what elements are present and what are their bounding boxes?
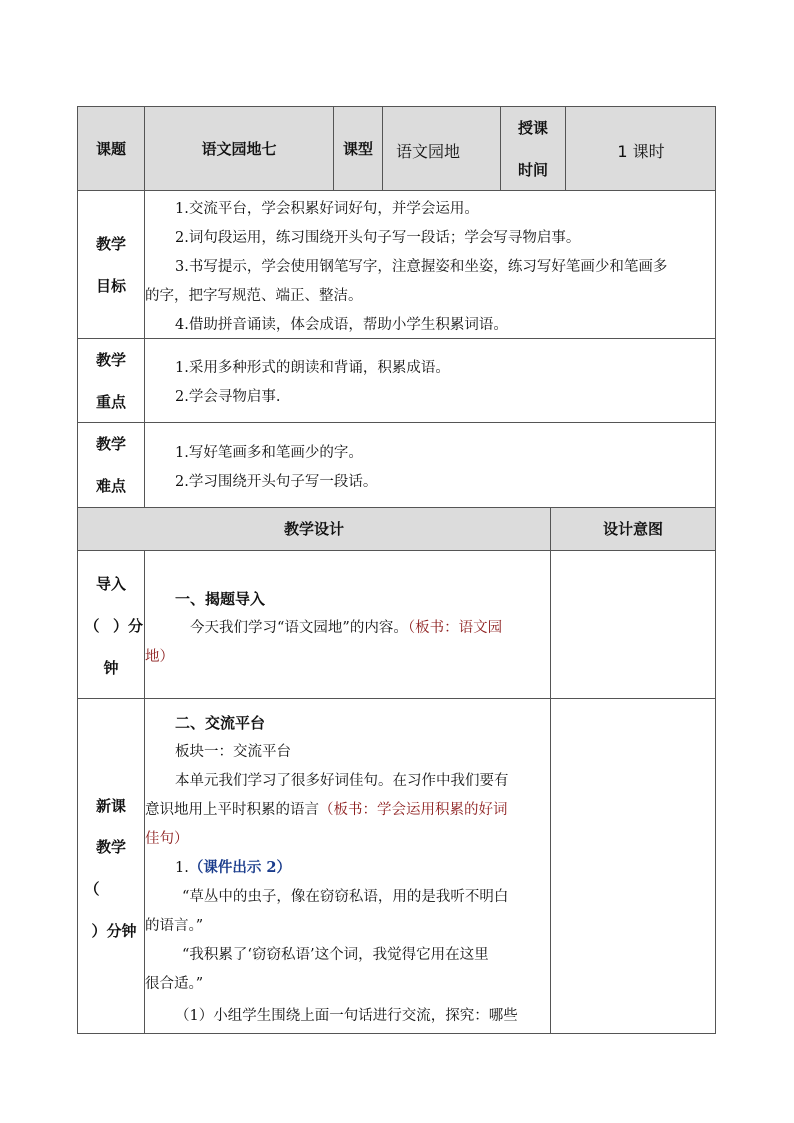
col-divider [382,106,383,191]
intro-label-line1: 导入 [95,575,126,593]
goal-item-1: 1.交流平台，学会积累好词好句，并学会运用。 [175,201,479,217]
quote-2-line1: “我积累了‘窃窃私语’这个词，我觉得它用在这里 [182,947,489,963]
row-divider [77,698,716,699]
design-column-header: 教学设计 [283,520,344,538]
goals-label-line1: 教学 [95,235,126,253]
difficulty-item-1: 1.写好笔画多和笔画少的字。 [175,445,363,461]
table-border-top [77,106,716,107]
quote-1-line2: 的语言。” [145,918,204,934]
col-divider [144,106,145,508]
courseware-item-1 [175,858,291,878]
quote-2-line2: 很合适。” [145,976,204,992]
focus-label-line2: 重点 [95,393,126,411]
table-border-right [715,106,716,1034]
difficulty-item-2: 2.学习围绕开头句子写一段话。 [175,474,378,490]
courseware-note: （课件出示 2） [188,859,291,876]
time-value: 1 课时 [617,142,665,161]
newlesson-label-line2: 教学 [95,838,126,856]
newlesson-label-line4: ）分钟 [91,922,137,940]
intro-text [190,618,502,638]
type-value: 语文园地 [396,142,461,161]
goal-item-4: 4.借助拼音诵读，体会成语，帮助小学生积累词语。 [175,317,508,333]
row-divider [77,422,716,423]
newlesson-board-note-cont: 佳句） [145,831,189,847]
goal-item-3b: 的字，把字写规范、端正、整洁。 [145,288,363,304]
newlesson-para1-text: 意识地用上平时积累的语言 [145,802,319,818]
goal-item-2: 2.词句段运用，练习围绕开头句子写一段话；学会写寻物启事。 [175,230,581,246]
type-label: 课型 [342,140,373,158]
table-border-bottom [77,1033,716,1034]
intro-text-main: 今天我们学习“语文园地”的内容。 [190,620,408,636]
newlesson-heading: 二、交流平台 [175,714,266,732]
intro-board-note-cont: 地） [145,649,174,665]
newlesson-label-line1: 新课 [95,797,126,815]
newlesson-label-line3: （ [84,880,100,898]
time-label-line2: 时间 [517,161,548,179]
col-divider [144,550,145,1034]
item-number: 1. [175,860,189,876]
intro-board-note: （板书：语文园 [407,620,503,636]
newlesson-para1-line2 [145,800,508,820]
focus-item-1: 1.采用多种形式的朗读和背诵，积累成语。 [175,360,450,376]
topic-label: 课题 [95,140,126,158]
col-divider [550,507,551,1034]
intro-label-line3: 钟 [103,659,119,677]
row-divider [77,507,716,508]
intro-heading: 一、揭题导入 [175,590,266,608]
focus-label-line1: 教学 [95,351,126,369]
newlesson-para1-line1: 本单元我们学习了很多好词佳句。在习作中我们要有 [175,773,509,789]
newlesson-para2: （1）小组学生围绕上面一句话进行交流，探究：哪些 [175,1008,518,1024]
difficulty-label-line1: 教学 [95,435,126,453]
intro-label-paren-close: ）分 [112,617,143,635]
intent-column-header: 设计意图 [602,520,663,538]
intro-label-paren-open: （ [84,617,100,635]
focus-item-2: 2.学会寻物启事. [175,389,281,405]
time-label-line1: 授课 [517,119,548,137]
row-divider [77,550,716,551]
goals-label-line2: 目标 [95,277,126,295]
difficulty-label-line2: 难点 [95,477,126,495]
newlesson-board-note: （板书：学会运用积累的好词 [319,802,508,818]
topic-value: 语文园地七 [201,140,277,158]
row-divider [77,190,716,191]
row-divider [77,338,716,339]
goal-item-3a: 3.书写提示，学会使用钢笔写字，注意握姿和坐姿，练习写好笔画少和笔画多 [175,259,668,275]
quote-1-line1: “草丛中的虫子，像在窃窃私语，用的是我听不明白 [182,889,509,905]
newlesson-block-title: 板块一：交流平台 [175,744,291,760]
